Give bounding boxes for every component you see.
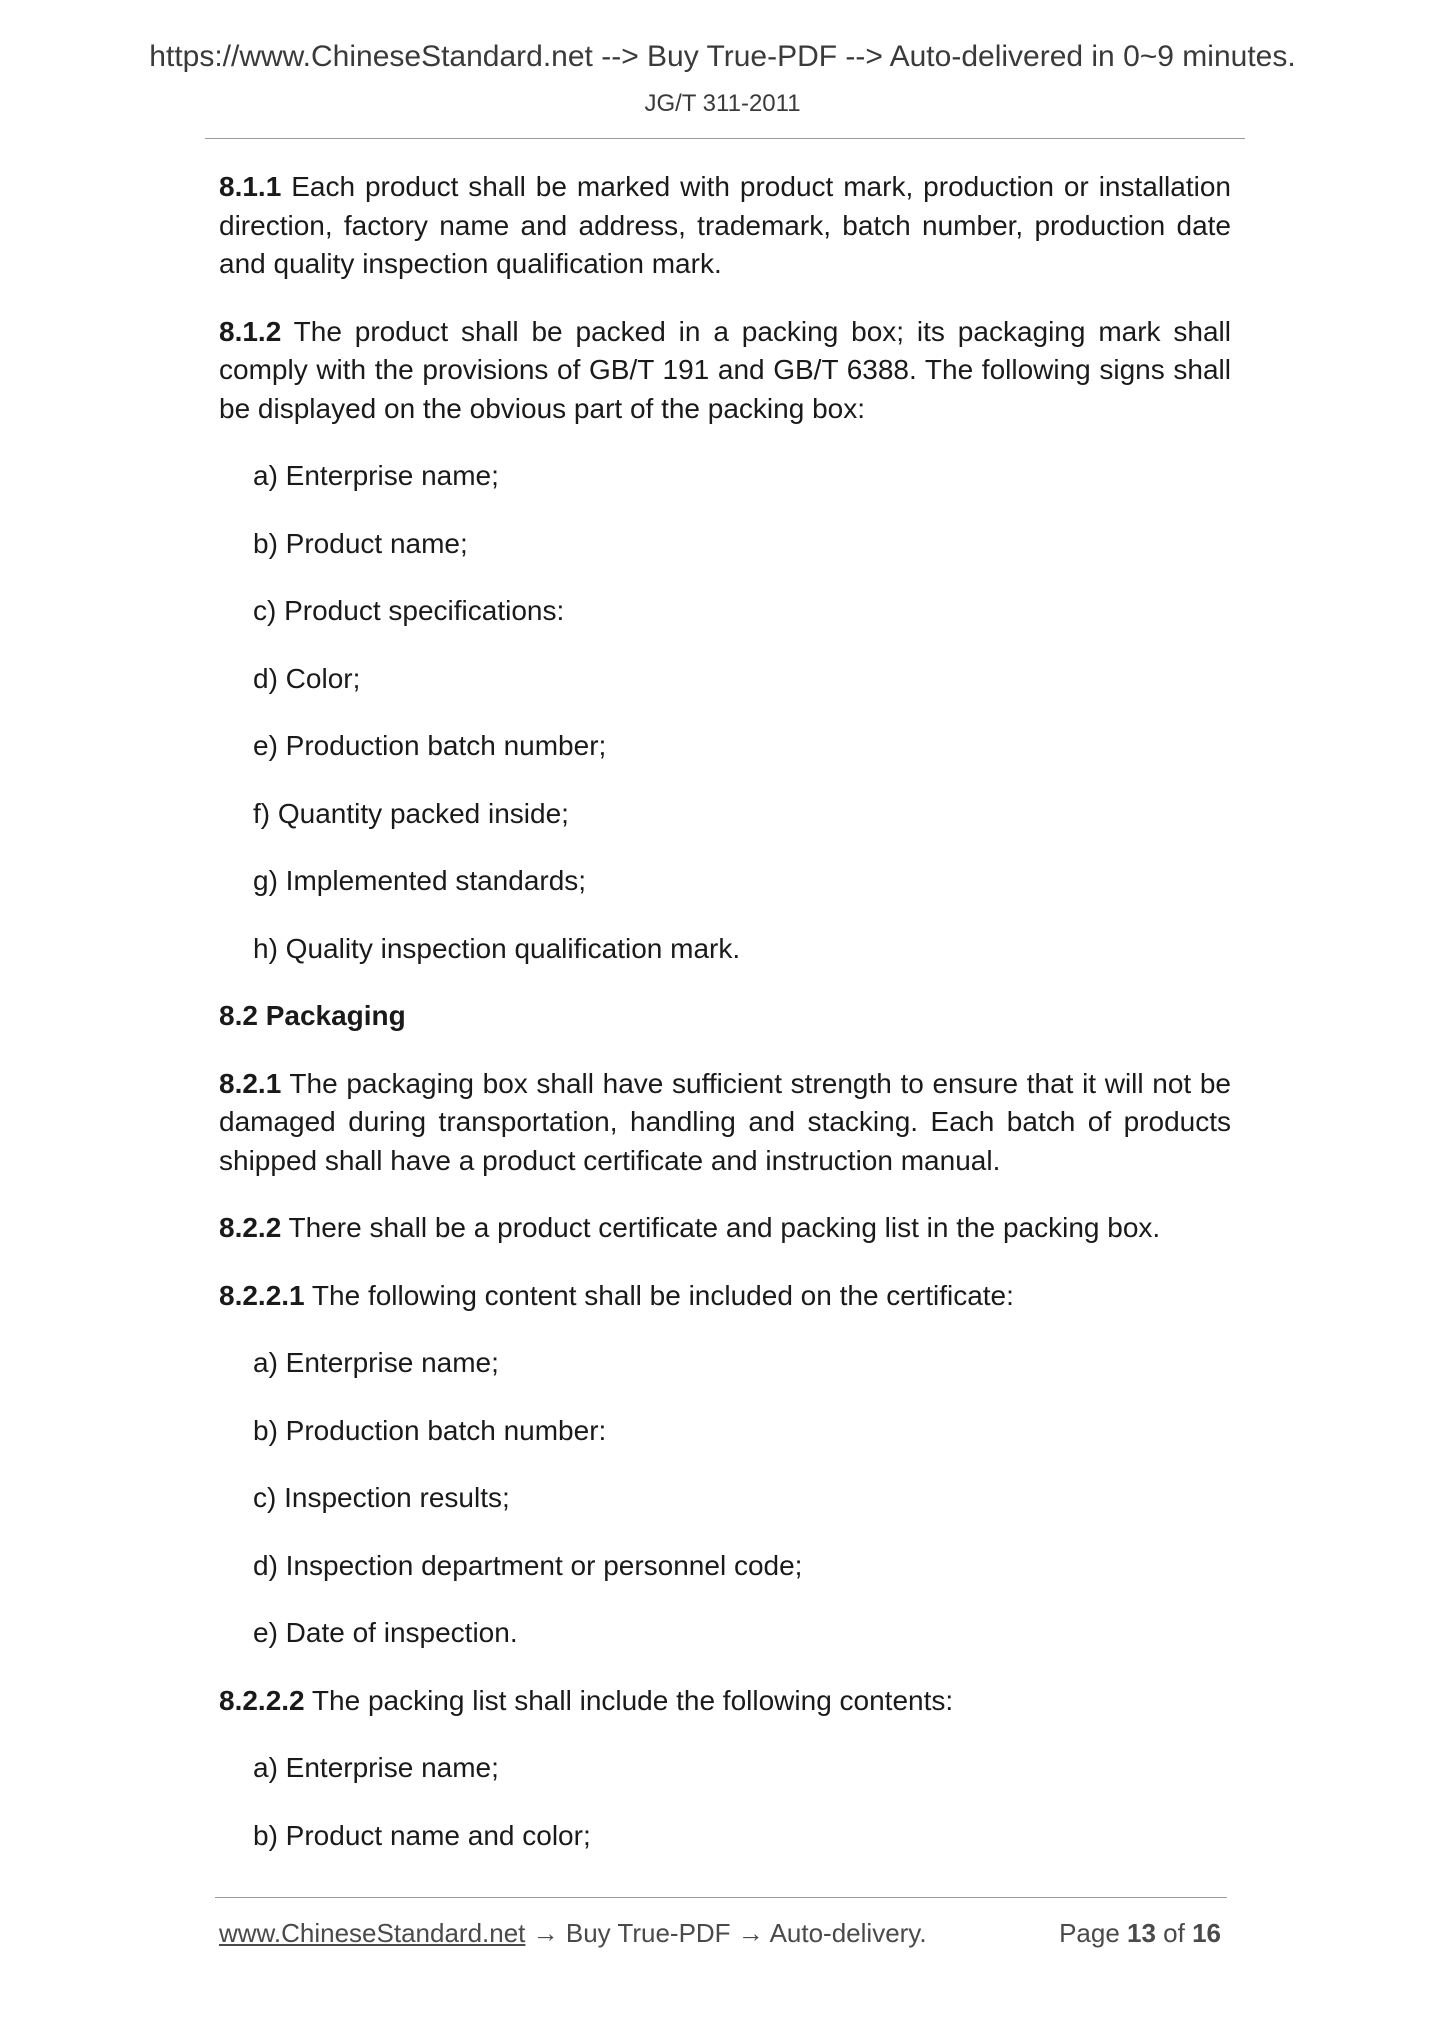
list-item: b) Product name; (253, 527, 468, 559)
page-total: 16 (1192, 1918, 1221, 1948)
clause-text: There shall be a product certificate and packing list in the packing box. (281, 1212, 1161, 1243)
clause-text: Each product shall be marked with product mark, production or installation direction, factory name and address, trademark, batch number, production date and quality inspection qualification mark. (219, 171, 1231, 279)
clause-text: The following content shall be included on the certificate: (304, 1279, 1014, 1311)
clause-number: 8.1.1 (219, 171, 282, 202)
clause-text: The packing list shall include the following contents: (304, 1684, 954, 1716)
clause-8-2-2 (219, 1209, 1231, 1248)
clause-number: 8.2.2.1 (219, 1279, 305, 1311)
header-divider (205, 138, 1245, 139)
top-banner: https://www.ChineseStandard.net --> Buy True-PDF --> Auto-delivered in 0~9 minutes. (149, 40, 1296, 73)
clause-8-1-2 (219, 313, 1231, 429)
list-item: a) Enterprise name; (253, 460, 499, 491)
clause-8-2-2-2 (219, 1682, 1231, 1721)
page-current: 13 (1127, 1918, 1156, 1948)
clause-number: 8.2.2.2 (219, 1684, 305, 1716)
list-item: b) Production batch number: (253, 1414, 607, 1446)
clause-number: 8.1.2 (219, 315, 282, 347)
clause-8-2-2-1 (219, 1277, 1231, 1316)
page-of: of (1155, 1918, 1193, 1948)
list-item: a) Enterprise name; (253, 1347, 499, 1378)
clause-text: The product shall be packed in a packing box; its packaging mark shall comply with the provisions of GB/T 191 and GB/T 6388. The following signs shall be displayed on the obvious part of the packing box: (219, 315, 1231, 424)
page-label: Page (1059, 1918, 1128, 1948)
section-heading-8-2: 8.2 Packaging (219, 1000, 406, 1031)
footer-left (219, 1918, 927, 1949)
list-item: c) Inspection results; (253, 1482, 510, 1513)
list-item: g) Implemented standards; (253, 865, 587, 896)
clause-8-2-1 (219, 1065, 1231, 1181)
footer-tagline: → Buy True-PDF → Auto-delivery. (525, 1918, 927, 1948)
list-item: b) Product name and color; (253, 1819, 591, 1851)
clause-number: 8.2.1 (219, 1067, 282, 1099)
list-item: c) Product specifications: (253, 595, 565, 626)
list-item: d) Color; (253, 662, 361, 694)
page-footer (219, 1918, 1231, 1949)
clause-8-1-1 (219, 168, 1231, 284)
document-code: JG/T 311-2011 (644, 90, 801, 117)
list-item: f) Quantity packed inside; (253, 797, 569, 829)
footer-site-link[interactable]: www.ChineseStandard.net (219, 1918, 526, 1948)
list-item: h) Quality inspection qualification mark. (253, 932, 741, 964)
page-indicator (1059, 1918, 1231, 1949)
list-item: e) Production batch number; (253, 730, 607, 761)
clause-number: 8.2.2 (219, 1212, 282, 1243)
list-item: a) Enterprise name; (253, 1752, 499, 1783)
list-item: d) Inspection department or personnel code; (253, 1549, 803, 1581)
footer-divider (215, 1897, 1227, 1898)
document-body (219, 168, 1231, 1884)
list-item: e) Date of inspection. (253, 1617, 518, 1648)
clause-text: The packaging box shall have sufficient strength to ensure that it will not be damaged during transportation, handling and stacking. Each batch of products shipped shall have a product certificate and instruction manual. (219, 1067, 1231, 1176)
